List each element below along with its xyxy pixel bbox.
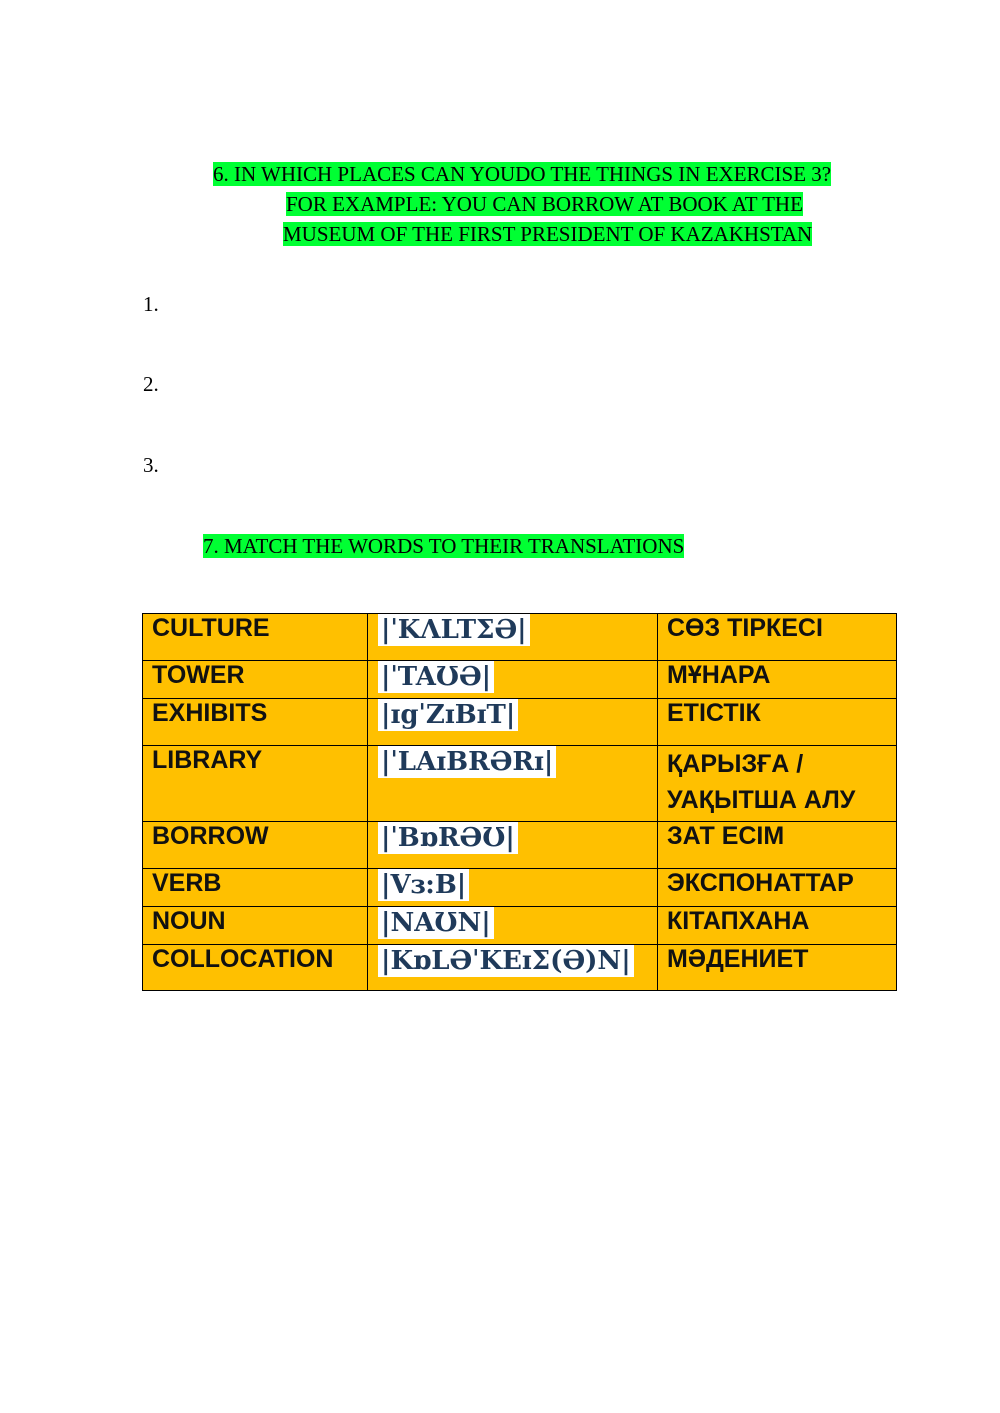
word-cell: VERB <box>143 869 368 907</box>
table-row <box>143 907 897 945</box>
word-cell: LIBRARY <box>143 746 368 822</box>
table-row <box>143 614 897 661</box>
exercise7-title-line <box>203 532 684 560</box>
translation-cell: МӘДЕНИЕТ <box>658 945 897 991</box>
ipa-text: |ˈBɒRƏƱ| <box>378 822 518 854</box>
ipa-cell <box>368 699 658 746</box>
table-row <box>143 661 897 699</box>
ipa-text: |KɒLƏˈKEɪΣ(Ə)N| <box>378 945 634 977</box>
ipa-text: |Vɜ:B| <box>378 869 469 901</box>
ipa-text: |ˈLAɪBRƏRɪ| <box>378 746 556 778</box>
ipa-cell <box>368 822 658 869</box>
ipa-cell <box>368 746 658 822</box>
translation-cell: ЗАТ ЕСІМ <box>658 822 897 869</box>
exercise6-example-part1: FOR EXAMPLE: YOU CAN BORROW AT BOOK AT THE <box>286 192 803 216</box>
exercise6-line3 <box>283 220 812 248</box>
table-row <box>143 822 897 869</box>
table-row <box>143 746 897 822</box>
answer-number-2: 2. <box>143 372 159 396</box>
translation-cell: КІТАПХАНА <box>658 907 897 945</box>
ipa-cell <box>368 661 658 699</box>
translation-cell: МҰНАРА <box>658 661 897 699</box>
answer-number-1: 1. <box>143 292 159 316</box>
word-cell: BORROW <box>143 822 368 869</box>
table-row <box>143 945 897 991</box>
ipa-cell <box>368 869 658 907</box>
ipa-cell <box>368 614 658 661</box>
word-cell: TOWER <box>143 661 368 699</box>
word-cell: CULTURE <box>143 614 368 661</box>
table-row <box>143 699 897 746</box>
word-cell: COLLOCATION <box>143 945 368 991</box>
exercise6-line1 <box>213 160 831 188</box>
exercise6-question: 6. IN WHICH PLACES CAN YOUDO THE THINGS IN EXERCISE 3? <box>213 162 832 186</box>
ipa-text: |NAƱN| <box>378 907 494 939</box>
ipa-text: |ˈTAƱƏ| <box>378 661 494 693</box>
ipa-cell <box>368 907 658 945</box>
exercise6-line2 <box>286 190 803 218</box>
ipa-text: |ɪgˈZɪBɪT| <box>378 699 518 731</box>
vocabulary-table <box>142 613 897 991</box>
ipa-text: |ˈKΛLTΣƏ| <box>378 614 530 646</box>
exercise7-title: 7. MATCH THE WORDS TO THEIR TRANSLATIONS <box>203 534 685 558</box>
translation-cell: ҚАРЫЗҒА / УАҚЫТША АЛУ <box>658 746 897 822</box>
translation-cell: ЭКСПОНАТТАР <box>658 869 897 907</box>
word-cell: EXHIBITS <box>143 699 368 746</box>
exercise6-example-part2: MUSEUM OF THE FIRST PRESIDENT OF KAZAKHSTAN <box>283 222 813 246</box>
table-row <box>143 869 897 907</box>
translation-cell: СӨЗ ТІРКЕСІ <box>658 614 897 661</box>
answer-number-3: 3. <box>143 453 159 477</box>
word-cell: NOUN <box>143 907 368 945</box>
translation-cell: ЕТІСТІК <box>658 699 897 746</box>
ipa-cell <box>368 945 658 991</box>
